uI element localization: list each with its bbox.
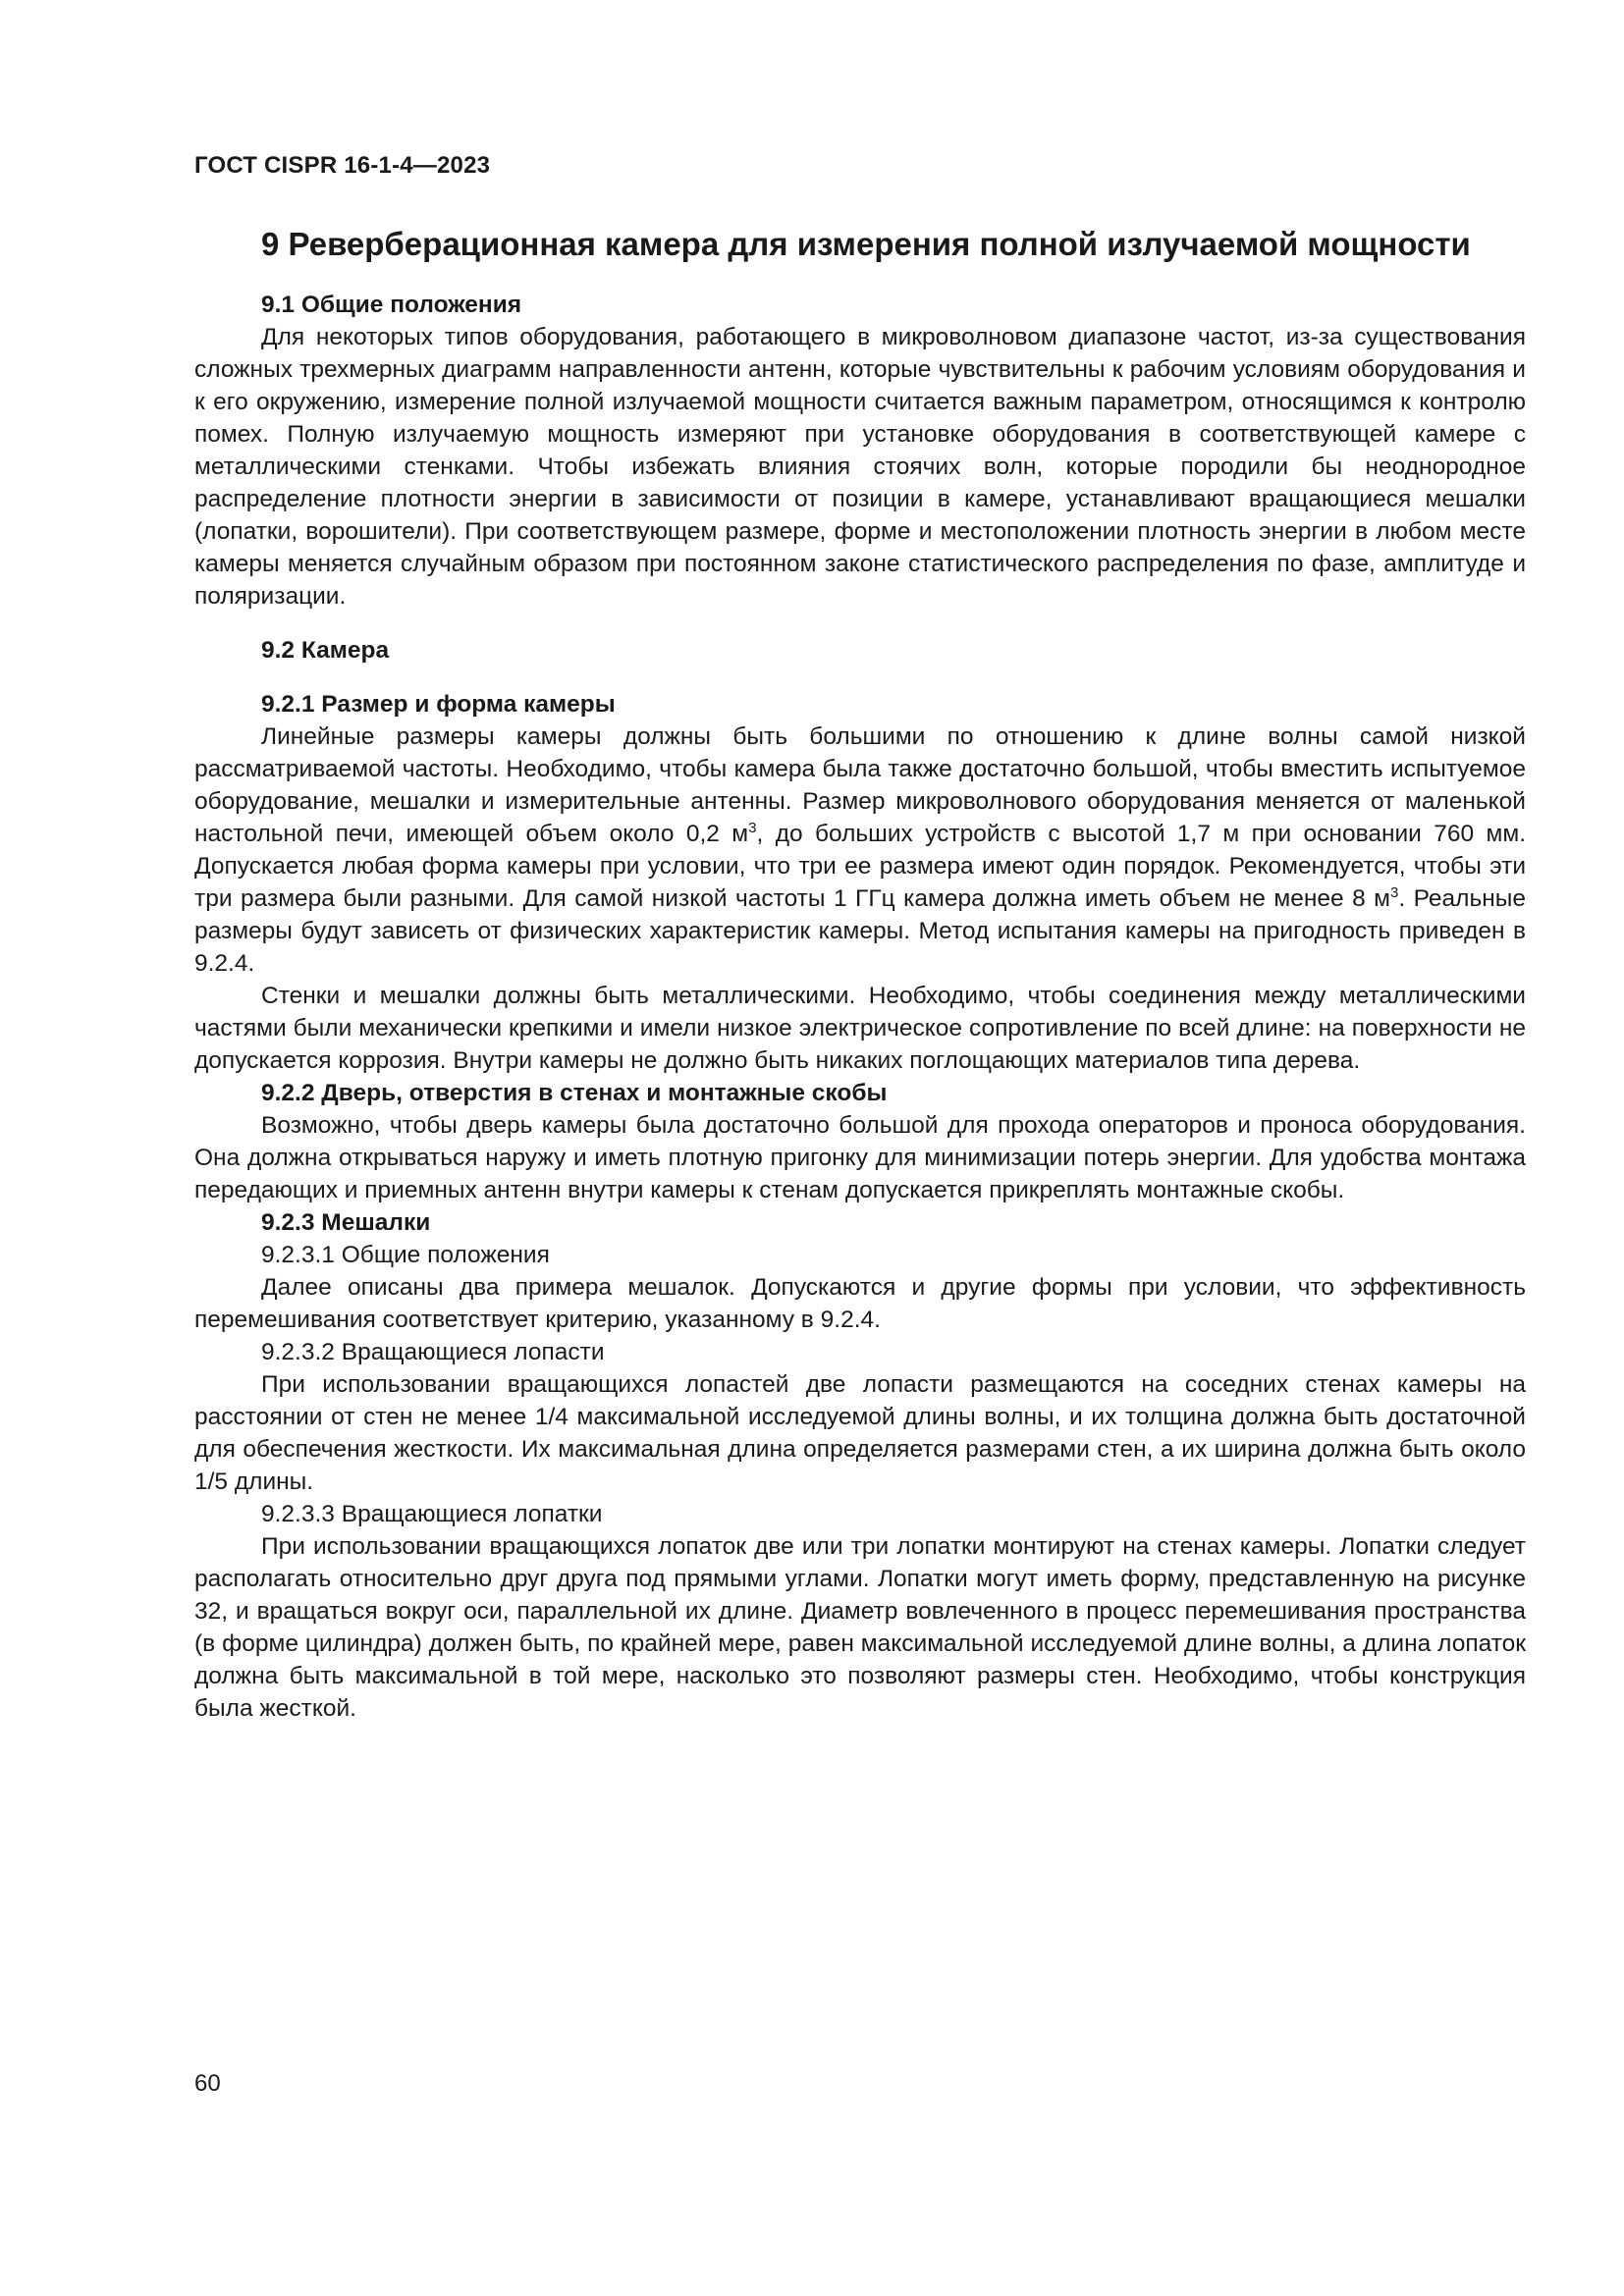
- document-page: [194, 0, 1526, 2296]
- section-title: 9 Реверберационная камера для измерения полной излучаемой мощности: [261, 226, 1471, 262]
- heading-9-2-3: 9.2.3 Мешалки: [261, 1209, 431, 1236]
- paragraph-9-2-1-b: Стенки и мешалки должны быть металлическими. Необходимо, чтобы соединения между металлическими частями были механически крепкими и имели низкое электрическое сопротивление по всей длине: на поверхности не допускается коррозия. Внутри камеры не должно быть никаких поглощающих материалов типа дерева.: [194, 983, 1526, 1074]
- heading-9-2-1: 9.2.1 Размер и форма камеры: [261, 691, 616, 718]
- paragraph-9-2-3-2: При использовании вращающихся лопастей две лопасти размещаются на соседних стенах камеры на расстоянии от стен не менее 1/4 максимальной исследуемой длины волны, и их толщина должна быть достаточной для обеспечения жесткости. Их максимальная длина определяется размерами стен, а их ширина должна быть около 1/5 длины.: [194, 1371, 1526, 1495]
- page-number: 60: [194, 2070, 221, 2097]
- heading-9-1: 9.1 Общие положения: [261, 292, 522, 318]
- paragraph-9-2-1-a: Линейные размеры камеры должны быть большими по отношению к длине волны самой низкой рассматриваемой частоты. Необходимо, чтобы камера была также достаточно большой, чтобы вместить испытуемое оборудование, мешалки и измерительные антенны. Размер микроволнового оборудования меняется от маленькой настольной печи, имеющей объем около 0,2 $м^3$, до больших устройств с высотой 1,7 м при основании 760 мм. Допускается любая форма камеры при условии, что три ее размера имеют один порядок. Рекомендуется, чтобы эти три размера были разными. Для самой низкой частоты 1 ГГц камера должна иметь объем не менее 8 $м^3$. Реальные размеры будут зависеть от физических характеристик камеры. Метод испытания камеры на пригодность приведен в 9.2.4.: [194, 723, 1526, 977]
- running-header: ГОСТ CISPR 16-1-4—2023: [194, 152, 491, 179]
- paragraph-9-2-3-1: Далее описаны два примера мешалок. Допускаются и другие формы при условии, что эффективность перемешивания соответствует критерию, указанному в 9.2.4.: [194, 1274, 1526, 1333]
- paragraph-9-2-3-3: При использовании вращающихся лопаток две или три лопатки монтируют на стенах камеры. Лопатки следует располагать относительно друг друга под прямыми углами. Лопатки могут иметь форму, представленную на рисунке 32, и вращаться вокруг оси, параллельной их длине. Диаметр вовлеченного в процесс перемешивания пространства (в форме цилиндра) должен быть, по крайней мере, равен максимальной исследуемой длине волны, а длина лопаток должна быть максимальной в той мере, насколько это позволяют размеры стен. Необходимо, чтобы конструкция была жесткой.: [194, 1533, 1526, 1722]
- heading-9-2-2: 9.2.2 Дверь, отверстия в стенах и монтажные скобы: [261, 1080, 888, 1106]
- heading-9-2-3-3: 9.2.3.3 Вращающиеся лопатки: [261, 1501, 603, 1527]
- superscript-3: 3: [1390, 883, 1399, 901]
- document-body: [194, 289, 1526, 1725]
- heading-9-2-3-1: 9.2.3.1 Общие положения: [261, 1242, 550, 1268]
- paragraph-9-1: Для некоторых типов оборудования, работающего в микроволновом диапазоне частот, из-за существования сложных трехмерных диаграмм направленности антенн, которые чувствительны к рабочим условиям оборудования и к его окружению, измерение полной излучаемой мощности считается важным параметром, относящимся к контролю помех. Полную излучаемую мощность измеряют при установке оборудования в соответствующей камере с металлическими стенками. Чтобы избежать влияния стоячих волн, которые породили бы неоднородное распределение плотности энергии в зависимости от позиции в камере, устанавливают вращающиеся мешалки (лопатки, ворошители). При соответствующем размере, форме и местоположении плотность энергии в любом месте камеры меняется случайным образом при постоянном законе статистического распределения по фазе, амплитуде и поляризации.: [194, 324, 1526, 610]
- heading-9-2-3-2: 9.2.3.2 Вращающиеся лопасти: [261, 1339, 605, 1365]
- heading-9-2: 9.2 Камера: [261, 637, 390, 664]
- superscript-3: 3: [748, 819, 757, 836]
- paragraph-9-2-2: Возможно, чтобы дверь камеры была достаточно большой для прохода операторов и проноса оборудования. Она должна открываться наружу и иметь плотную пригонку для минимизации потерь энергии. Для удобства монтажа передающих и приемных антенн внутри камеры к стенам допускается прикреплять монтажные скобы.: [194, 1112, 1526, 1203]
